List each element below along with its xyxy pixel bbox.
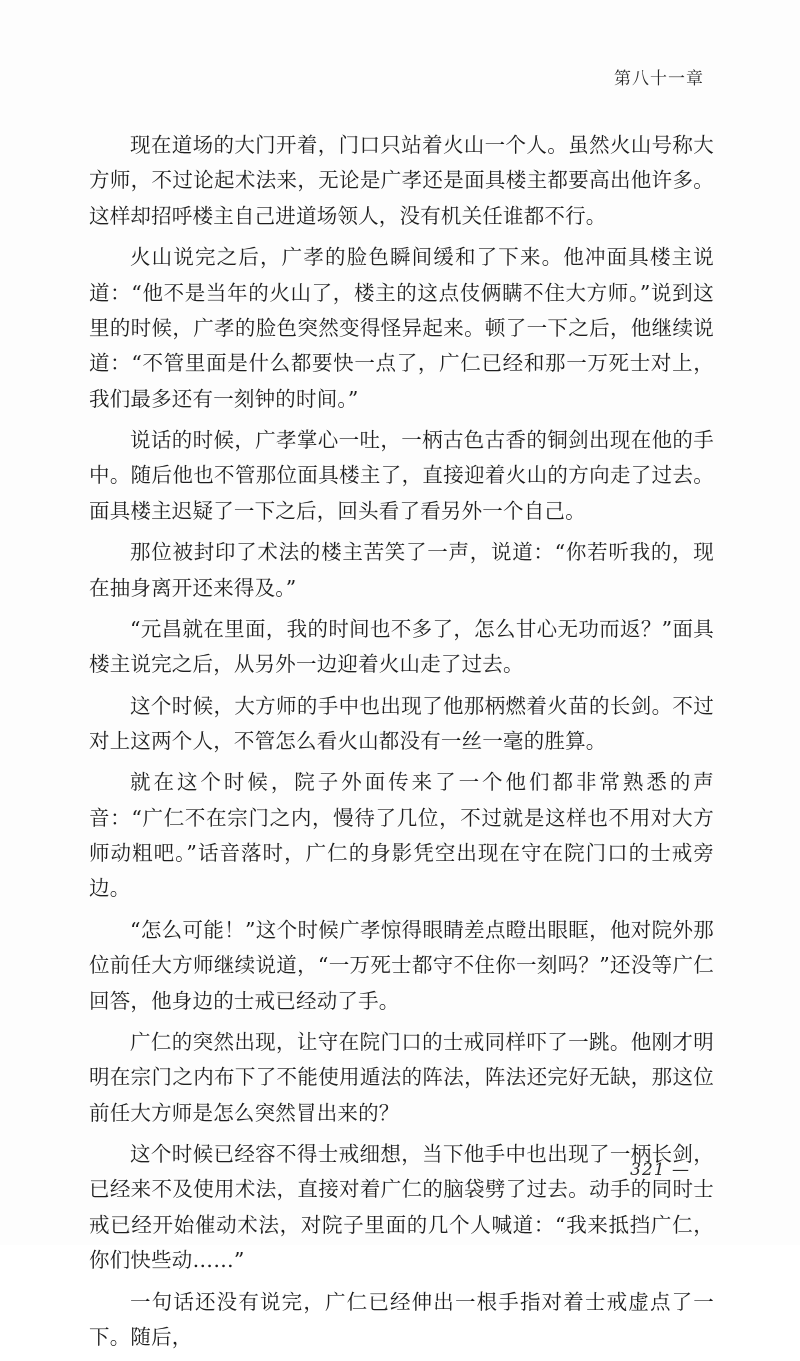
body-text xyxy=(89,128,714,1361)
paragraph: 那位被封印了术法的楼主苦笑了一声，说道：“你若听我的，现在抽身离开还来得及。” xyxy=(89,540,714,600)
paragraph: 说话的时候，广孝掌心一吐，一柄古色古香的铜剑出现在他的手中。随后他也不管那位面具楼主了，直接迎着火山的方向走了过去。面具楼主迟疑了一下之后，回头看了看另外一个自己。 xyxy=(89,428,714,523)
paragraph: 广仁的突然出现，让守在院门口的士戒同样吓了一跳。他刚才明明在宗门之内布下了不能使用遁法的阵法，阵法还完好无缺，那这位前任大方师是怎么突然冒出来的？ xyxy=(89,1029,714,1125)
paragraph: “怎么可能！”这个时候广孝惊得眼睛差点瞪出眼眶，他对院外那位前任大方师继续说道，“一万死士都守不住你一刻吗？”还没等广仁回答，他身边的士戒已经动了手。 xyxy=(89,917,714,1013)
paragraph: 这个时候，大方师的手中也出现了他那柄燃着火苗的长剑。不过对上这两个人，不管怎么看火山都没有一丝一毫的胜算。 xyxy=(89,693,714,753)
page-number: 321 — xyxy=(630,1160,690,1180)
paragraph: 一句话还没有说完，广仁已经伸出一根手指对着士戒虚点了一下。随后， xyxy=(89,1289,714,1349)
paragraph: 现在道场的大门开着，门口只站着火山一个人。虽然火山号称大方师，不过论起术法来，无论是广孝还是面具楼主都要高出他许多。这样却招呼楼主自己进道场领人，没有机关任谁都不行。 xyxy=(89,133,714,228)
paragraph: 火山说完之后，广孝的脸色瞬间缓和了下来。他冲面具楼主说道：“他不是当年的火山了，楼主的这点伎俩瞒不住大方师。”说到这里的时候，广孝的脸色突然变得怪异起来。顿了一下之后，他继续说道：“不管里面是什么都要快一点了，广仁已经和那一万死士对上，我们最多还有一刻钟的时间。” xyxy=(89,245,714,411)
chapter-header: 第八十一章 xyxy=(614,69,704,89)
paragraph: 这个时候已经容不得士戒细想，当下他手中也出现了一柄长剑，已经来不及使用术法，直接对着广仁的脑袋劈了过去。动手的同时士戒已经开始催动术法，对院子里面的几个人喊道：“我来抵挡广仁，你们快些动……” xyxy=(89,1141,714,1273)
paragraph: 就在这个时候，院子外面传来了一个他们都非常熟悉的声音：“广仁不在宗门之内，慢待了几位，不过就是这样也不用对大方师动粗吧。”话音落时，广仁的身影凭空出现在守在院门口的士戒旁边。 xyxy=(89,770,714,901)
paragraph: “元昌就在里面，我的时间也不多了，怎么甘心无功而返？”面具楼主说完之后，从另外一边迎着火山走了过去。 xyxy=(89,616,714,677)
